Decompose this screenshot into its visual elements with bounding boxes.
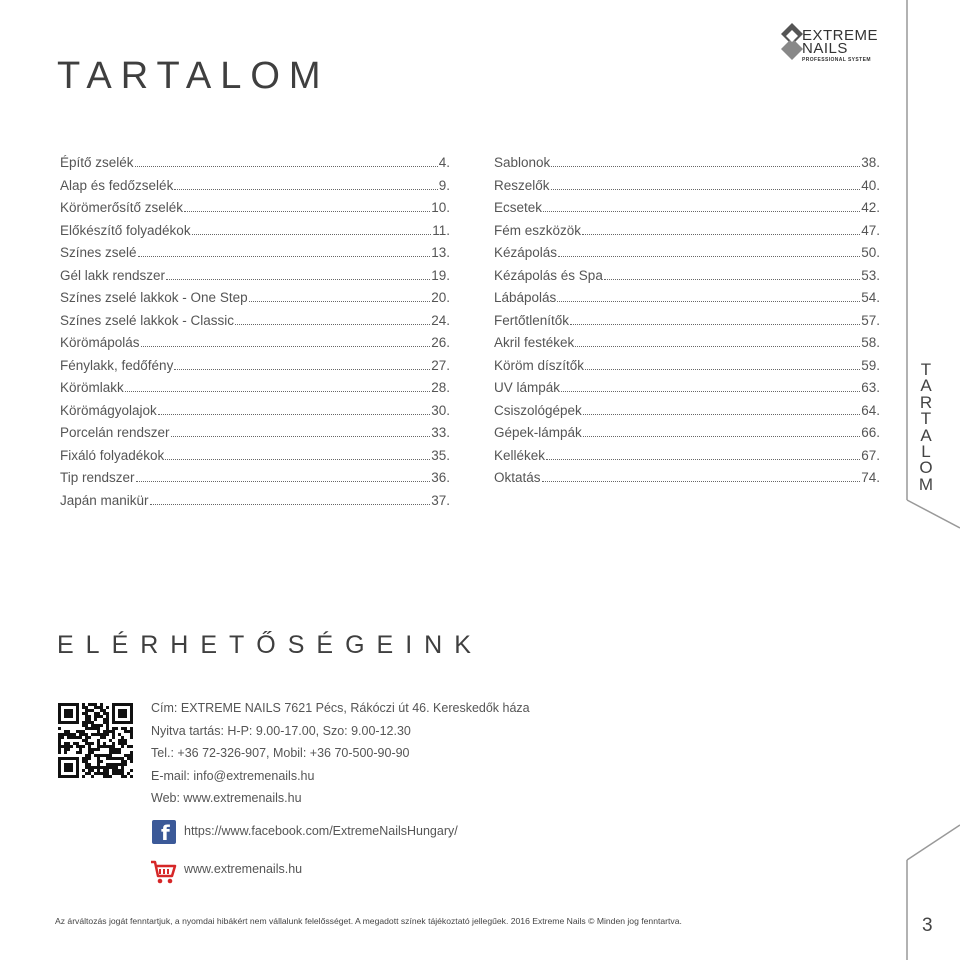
contact-details <box>151 697 530 810</box>
contact-web[interactable]: Web: www.extremenails.hu <box>151 791 302 806</box>
toc-entry-page: 30. <box>431 402 450 418</box>
toc-entry-page: 35. <box>431 447 450 463</box>
toc-leader-dots <box>165 459 430 460</box>
toc-entry-title: Gél lakk rendszer <box>60 267 166 283</box>
toc-entry[interactable] <box>60 358 450 381</box>
toc-entry-title: Fénylakk, fedőfény <box>60 357 174 373</box>
toc-entry[interactable] <box>60 178 450 201</box>
toc-entry-page: 13. <box>431 245 450 260</box>
contact-title: ELÉRHETŐSÉGEINK <box>57 631 483 659</box>
toc-entry-page: 27. <box>431 357 450 373</box>
toc-entry-page: 24. <box>431 312 450 328</box>
toc-leader-dots <box>558 256 860 257</box>
toc-entry-page: 9. <box>438 177 450 193</box>
toc-entry-page: 36. <box>431 470 450 485</box>
toc-leader-dots <box>235 324 430 325</box>
toc-leader-dots <box>141 346 431 347</box>
toc-entry[interactable] <box>494 200 880 223</box>
toc-leader-dots <box>546 459 860 460</box>
toc-entry[interactable] <box>494 470 880 493</box>
page-title: TARTALOM <box>57 55 330 97</box>
toc-entry-page: 19. <box>431 267 450 283</box>
toc-entry-page: 50. <box>861 245 880 260</box>
toc-entry-title: Fertőtlenítők <box>494 312 570 328</box>
toc-entry[interactable] <box>494 380 880 403</box>
toc-right-column <box>494 155 880 493</box>
toc-leader-dots <box>561 391 860 392</box>
toc-leader-dots <box>542 481 861 482</box>
toc-entry[interactable] <box>60 268 450 291</box>
toc-leader-dots <box>171 436 431 437</box>
toc-left-column <box>60 155 450 515</box>
logo-tagline: PROFESSIONAL SYSTEM <box>802 57 871 63</box>
toc-entry-page: 74. <box>861 470 880 485</box>
toc-leader-dots <box>174 189 437 190</box>
toc-entry[interactable] <box>60 290 450 313</box>
contact-hours: Nyitva tartás: H-P: 9.00-17.00, Szo: 9.00-12.30 <box>151 723 411 738</box>
toc-leader-dots <box>557 301 860 302</box>
toc-leader-dots <box>604 279 860 280</box>
toc-entry-title: Színes zselé <box>60 245 137 260</box>
toc-leader-dots <box>136 481 431 482</box>
toc-entry-page: 53. <box>861 267 880 283</box>
toc-entry-page: 10. <box>431 200 450 215</box>
toc-entry[interactable] <box>60 493 450 516</box>
toc-entry-title: Köröm díszítők <box>494 357 585 373</box>
toc-entry[interactable] <box>494 403 880 426</box>
toc-entry[interactable] <box>60 223 450 246</box>
side-section-label: T A R T A L O M <box>918 360 934 494</box>
toc-entry-title: Alap és fedőzselék <box>60 177 174 193</box>
toc-entry[interactable] <box>494 223 880 246</box>
toc-entry[interactable] <box>60 380 450 403</box>
toc-entry[interactable] <box>60 403 450 426</box>
toc-entry-page: 26. <box>431 335 450 350</box>
toc-leader-dots <box>570 324 860 325</box>
toc-entry-page: 57. <box>861 312 880 328</box>
toc-entry-title: Porcelán rendszer <box>60 425 170 440</box>
toc-entry-title: UV lámpák <box>494 380 561 395</box>
toc-entry-page: 33. <box>431 425 450 440</box>
toc-entry[interactable] <box>494 335 880 358</box>
toc-entry-title: Tip rendszer <box>60 470 135 485</box>
toc-entry-title: Körömágyolajok <box>60 402 157 418</box>
toc-entry-page: 58. <box>861 335 880 350</box>
contact-address: Cím: EXTREME NAILS 7621 Pécs, Rákóczi út 46. Kereskedők háza <box>151 701 530 715</box>
toc-entry-page: 54. <box>861 290 880 305</box>
toc-entry-page: 20. <box>431 290 450 305</box>
toc-leader-dots <box>166 279 430 280</box>
page-number: 3 <box>922 915 933 936</box>
toc-entry-title: Gépek-lámpák <box>494 425 582 440</box>
toc-entry[interactable] <box>494 245 880 268</box>
toc-leader-dots <box>585 369 860 370</box>
toc-entry-title: Építő zselék <box>60 155 134 170</box>
toc-entry-page: 42. <box>861 200 880 215</box>
toc-entry-title: Kézápolás és Spa <box>494 267 603 283</box>
toc-entry-page: 4. <box>438 155 450 170</box>
toc-entry-title: Lábápolás <box>494 290 557 305</box>
toc-entry[interactable] <box>494 290 880 313</box>
toc-entry-title: Sablonok <box>494 155 551 170</box>
facebook-icon[interactable]: f <box>152 820 176 844</box>
toc-entry-title: Kézápolás <box>494 245 558 260</box>
qr-code-icon <box>58 703 133 778</box>
toc-entry-title: Fém eszközök <box>494 222 582 238</box>
toc-entry[interactable] <box>60 155 450 178</box>
toc-entry[interactable] <box>494 178 880 201</box>
toc-leader-dots <box>158 414 430 415</box>
toc-entry-title: Körömlakk <box>60 380 124 395</box>
toc-entry-title: Ecsetek <box>494 200 543 215</box>
toc-entry-title: Japán manikür <box>60 492 149 508</box>
toc-entry-title: Csiszológépek <box>494 402 582 418</box>
toc-entry[interactable] <box>494 313 880 336</box>
toc-entry-page: 37. <box>431 492 450 508</box>
toc-entry[interactable] <box>60 470 450 493</box>
toc-entry[interactable] <box>60 200 450 223</box>
toc-leader-dots <box>249 301 431 302</box>
toc-entry-page: 67. <box>861 447 880 463</box>
toc-leader-dots <box>192 234 432 235</box>
toc-leader-dots <box>583 414 860 415</box>
toc-leader-dots <box>138 256 431 257</box>
footer-disclaimer: Az árváltozás jogát fenntartjuk, a nyomdai hibákért nem vállalunk felelősséget. A megadott színek tájékoztató jellegűek. 2016 Extreme Nails © Minden jog fenntartva. <box>55 916 682 926</box>
toc-entry-title: Fixáló folyadékok <box>60 447 165 463</box>
toc-leader-dots <box>543 211 860 212</box>
toc-entry-page: 59. <box>861 357 880 373</box>
toc-entry[interactable] <box>60 245 450 268</box>
toc-leader-dots <box>184 211 430 212</box>
toc-entry[interactable] <box>494 358 880 381</box>
toc-leader-dots <box>551 189 861 190</box>
logo-line2: NAILS <box>802 40 848 57</box>
toc-entry-title: Akril festékek <box>494 335 575 350</box>
toc-entry[interactable] <box>60 425 450 448</box>
toc-leader-dots <box>150 504 431 505</box>
toc-entry-title: Reszelők <box>494 177 550 193</box>
logo-line1: EXTREME <box>802 27 879 44</box>
contact-phone[interactable]: Tel.: +36 72-326-907, Mobil: +36 70-500-90-90 <box>151 746 410 761</box>
toc-leader-dots <box>135 166 438 167</box>
toc-entry-title: Körömerősítő zselék <box>60 200 184 215</box>
toc-entry[interactable] <box>60 448 450 471</box>
toc-entry-page: 63. <box>861 380 880 395</box>
toc-entry-page: 40. <box>861 177 880 193</box>
toc-leader-dots <box>174 369 430 370</box>
webshop-link[interactable]: www.extremenails.hu <box>184 862 303 876</box>
toc-entry-page: 28. <box>431 380 450 395</box>
toc-entry[interactable] <box>60 313 450 336</box>
toc-entry-page: 64. <box>861 402 880 418</box>
toc-entry-page: 11. <box>432 222 450 238</box>
toc-entry[interactable] <box>494 155 880 178</box>
toc-leader-dots <box>125 391 430 392</box>
toc-entry-title: Előkészítő folyadékok <box>60 222 191 238</box>
toc-entry[interactable] <box>494 448 880 471</box>
shopping-cart-icon[interactable] <box>149 858 177 886</box>
toc-entry-title: Színes zselé lakkok - Classic <box>60 312 235 328</box>
toc-entry[interactable] <box>494 425 880 448</box>
toc-leader-dots <box>551 166 860 167</box>
toc-entry-page: 66. <box>861 425 880 440</box>
toc-entry-title: Körömápolás <box>60 335 140 350</box>
toc-entry-title: Oktatás <box>494 470 541 485</box>
toc-leader-dots <box>583 436 860 437</box>
contact-email[interactable]: E-mail: info@extremenails.hu <box>151 768 315 783</box>
toc-entry-page: 38. <box>861 155 880 170</box>
toc-entry-page: 47. <box>861 222 880 238</box>
toc-entry[interactable] <box>60 335 450 358</box>
toc-entry-title: Színes zselé lakkok - One Step <box>60 290 248 305</box>
toc-leader-dots <box>575 346 860 347</box>
toc-leader-dots <box>582 234 860 235</box>
toc-entry[interactable] <box>494 268 880 291</box>
brand-logo <box>778 20 893 66</box>
facebook-link[interactable]: https://www.facebook.com/ExtremeNailsHungary/ <box>184 824 458 838</box>
toc-entry-title: Kellékek <box>494 447 546 463</box>
